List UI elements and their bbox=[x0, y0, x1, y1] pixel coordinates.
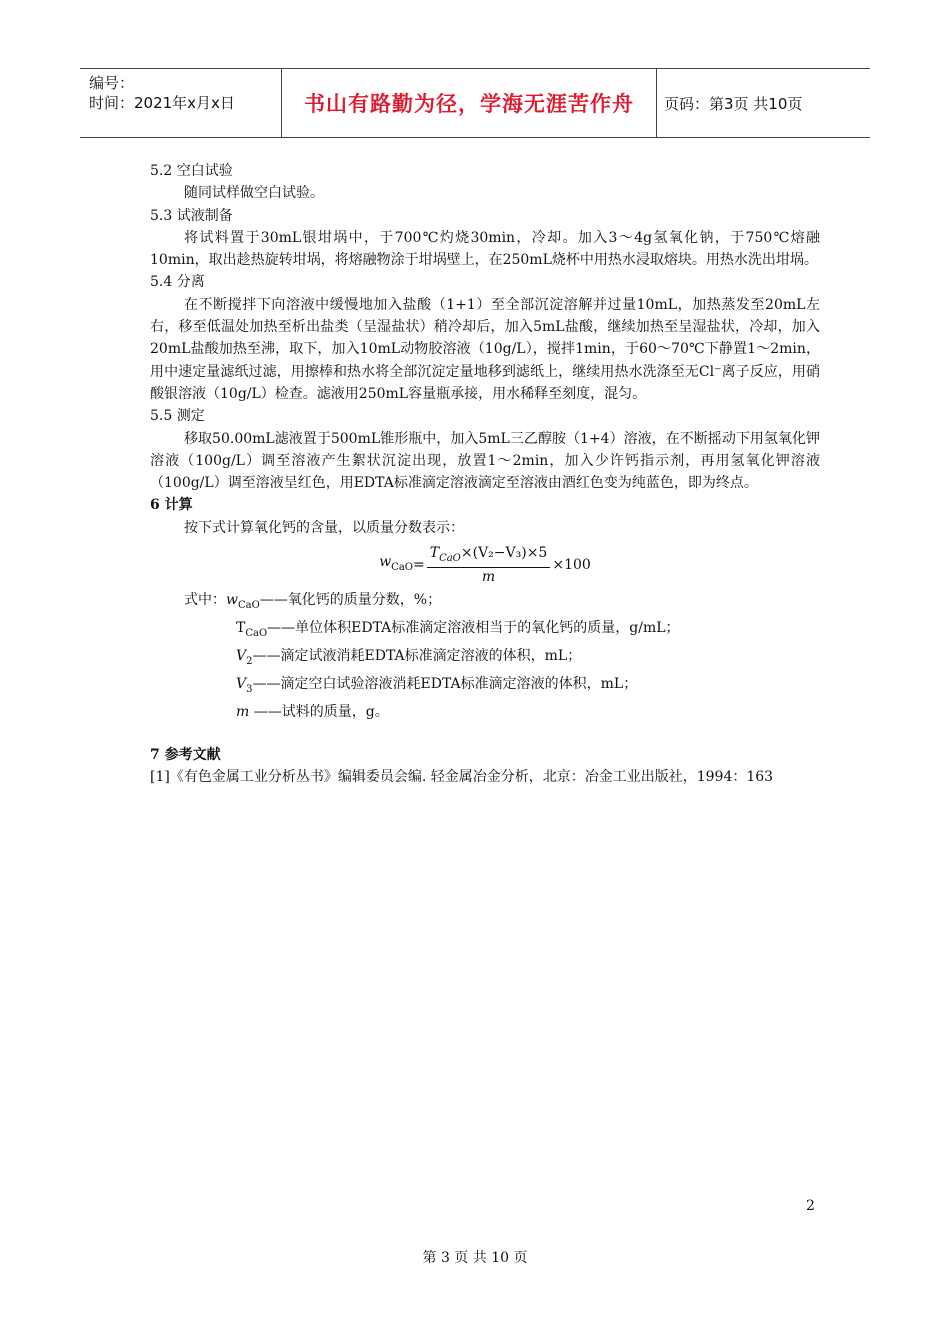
header-meta bbox=[80, 69, 282, 137]
section-5-2-body: 随同试样做空白试验。 bbox=[184, 185, 324, 202]
header-motto: 书山有路勤为径，学海无涯苦作舟 bbox=[282, 69, 657, 137]
section-5-5-body: 移取50.00mL滤液置于500mL锥形瓶中，加入5mL三乙醇胺（1+4）溶液，在不断摇动下用氢氧化钾溶液（100g/L）调至溶液产生絮状沉淀出现，放置1～2min，加入少许钙指示剂，再用氢氧化钾溶液（100g/L）调至溶液呈红色，用EDTA标准滴定溶液滴定至溶液由酒红色变为纯蓝色，即为终点。 bbox=[150, 430, 820, 492]
formula-tail: ×100 bbox=[552, 556, 591, 573]
section-5-5-title: 5.5 测定 bbox=[150, 408, 205, 425]
legend-t: $T_{CaO}——$单位体积EDTA标准滴定溶液相当于的氧化钙的质量，g/mL； bbox=[236, 620, 680, 639]
calc-formula bbox=[150, 543, 820, 587]
legend-m: m ——试料的质量，g。 bbox=[236, 704, 389, 721]
page-footer: 第 3 页 共 10 页 bbox=[422, 1250, 528, 1266]
formula-lhs: $w_{CaO}$ bbox=[379, 554, 413, 573]
number-label: 编号： bbox=[89, 74, 135, 92]
document-body bbox=[150, 160, 820, 788]
page-number: 2 bbox=[806, 1198, 815, 1214]
formula-legend bbox=[150, 589, 820, 724]
formula-eq: = bbox=[412, 556, 425, 573]
legend-v2: $V_2——$滴定试液消耗EDTA标准滴定溶液的体积，mL； bbox=[236, 648, 582, 668]
formula-fraction bbox=[427, 544, 551, 587]
section-5-3-title: 5.3 试液制备 bbox=[150, 207, 233, 224]
section-6-body: 按下式计算氧化钙的含量，以质量分数表示： bbox=[184, 519, 464, 536]
section-5-3-body: 将试料置于30mL银坩埚中，于700℃灼烧30min，冷却。加入3～4g氢氧化钠，于750℃熔融10min，取出趁热旋转坩埚，将熔融物涂于坩埚壁上，在250mL烧杯中用热水浸取熔块。用热水洗出坩埚。 bbox=[150, 229, 820, 269]
section-5-4-body: 在不断搅拌下向溶液中缓慢地加入盐酸（1+1）至全部沉淀溶解并过量10mL，加热蒸发至20mL左右，移至低温处加热至析出盐类（呈湿盐状）稍冷却后，加入5mL盐酸，继续加热至呈湿盐状，冷却，加入20mL盐酸加热至沸，取下，加入10mL动物胶溶液（10g/L），搅拌1min，于60～70℃下静置1～2min，用中速定量滤纸过滤，用擦棒和热水将全部沉淀定量地移到滤纸上，继续用热水洗涤至无Cl⁻离子反应，用硝酸银溶液（10g/L）检查。滤液用250mL容量瓶承接，用水稀释至刻度，混匀。 bbox=[150, 296, 820, 402]
references-title: 7 参考文献 bbox=[150, 746, 221, 763]
formula-denominator: m bbox=[481, 569, 496, 586]
page-header bbox=[80, 68, 870, 138]
legend-v3: $V_3——$滴定空白试验溶液消耗EDTA标准滴定溶液的体积，mL； bbox=[236, 676, 638, 696]
header-page-info: 页码：第3页 共10页 bbox=[664, 94, 803, 113]
legend-w: 式中：$w_{CaO}——$氧化钙的质量分数，%； bbox=[184, 592, 442, 611]
section-5-2-title: 5.2 空白试验 bbox=[150, 163, 233, 179]
section-5-4-title: 5.4 分离 bbox=[150, 274, 205, 291]
time-label: 时间：2021年x月x日 bbox=[89, 94, 235, 112]
section-6-title: 6 计算 bbox=[150, 497, 193, 514]
formula-numerator: $T_{CaO}\times(V_2-V_3)\times 5$ bbox=[427, 544, 551, 569]
reference-1: [1]《有色金属工业分析丛书》编辑委员会编. 轻金属冶金分析，北京：冶金工业出版社，1994：163 bbox=[150, 769, 774, 786]
